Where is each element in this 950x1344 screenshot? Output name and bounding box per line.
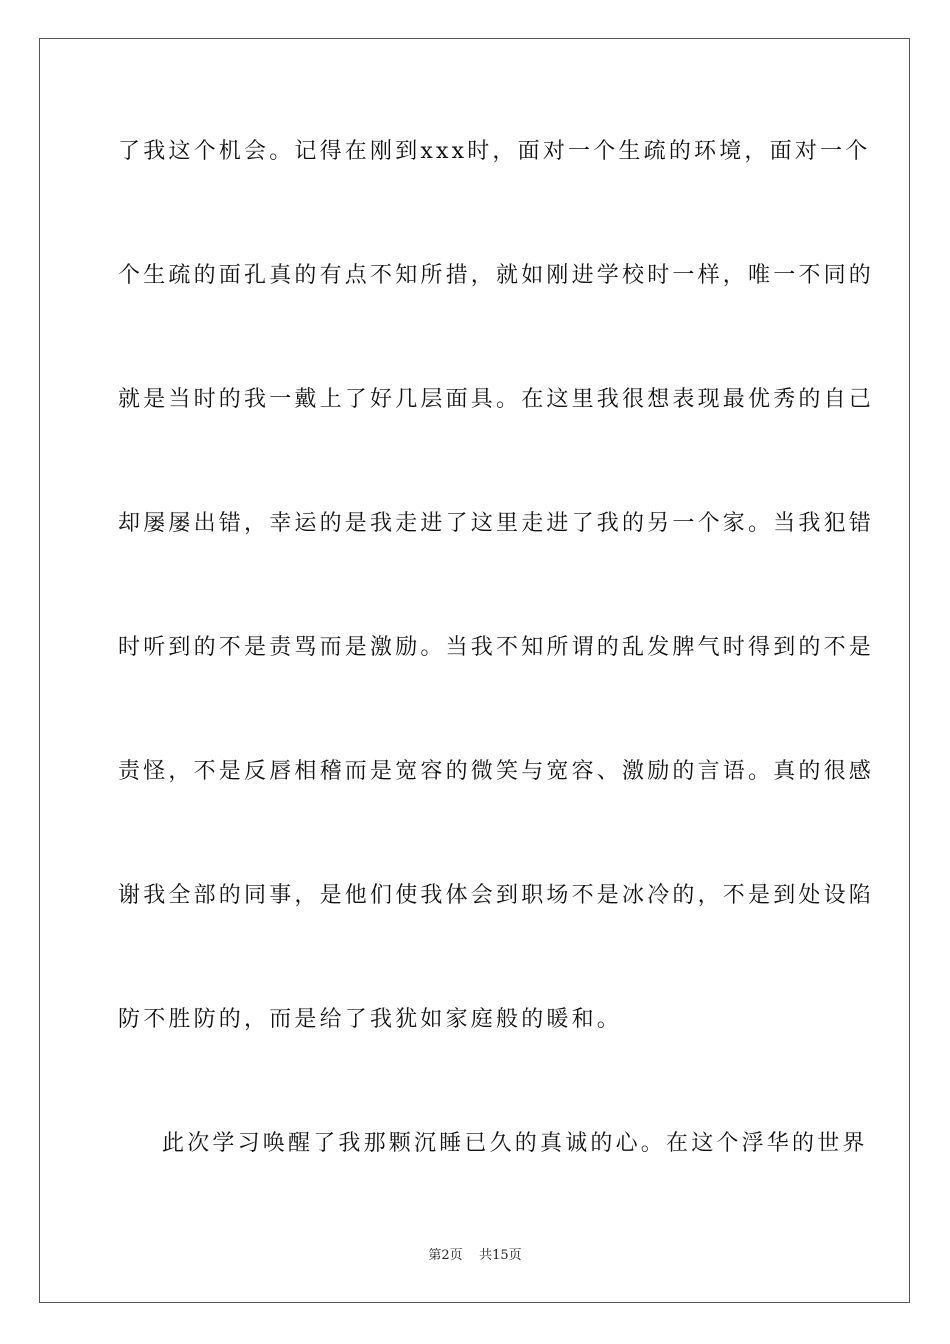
body-text-line-2: 个生疏的面孔真的有点不知所措，就如刚进学校时一样，唯一不同的 [118,263,875,288]
body-text-line-6: 责怪，不是反唇相稽而是宽容的微笑与宽容、激励的言语。真的很感 [118,759,875,784]
page-border [39,38,910,1303]
body-text-line-7: 谢我全部的同事，是他们使我体会到职场不是冰冷的，不是到处设陷 [118,883,875,908]
page-total: 共15页 [479,1248,522,1263]
body-text-line-4: 却屡屡出错，幸运的是我走进了这里走进了我的另一个家。当我犯错 [118,511,875,536]
body-text-line-3: 就是当时的我一戴上了好几层面具。在这里我很想表现最优秀的自己 [118,387,875,412]
body-text-line-5: 时听到的不是责骂而是激励。当我不知所谓的乱发脾气时得到的不是 [118,635,875,660]
body-text-line-8: 防不胜防的，而是给了我犹如家庭般的暖和。 [118,1007,623,1032]
body-text-line-9: 此次学习唤醒了我那颗沉睡已久的真诚的心。在这个浮华的世界 [162,1131,868,1156]
body-text-line-1: 了我这个机会。记得在刚到xxx时，面对一个生疏的环境，面对一个 [118,139,871,164]
page-number: 第2页 [428,1248,463,1263]
page-footer [0,1247,950,1265]
